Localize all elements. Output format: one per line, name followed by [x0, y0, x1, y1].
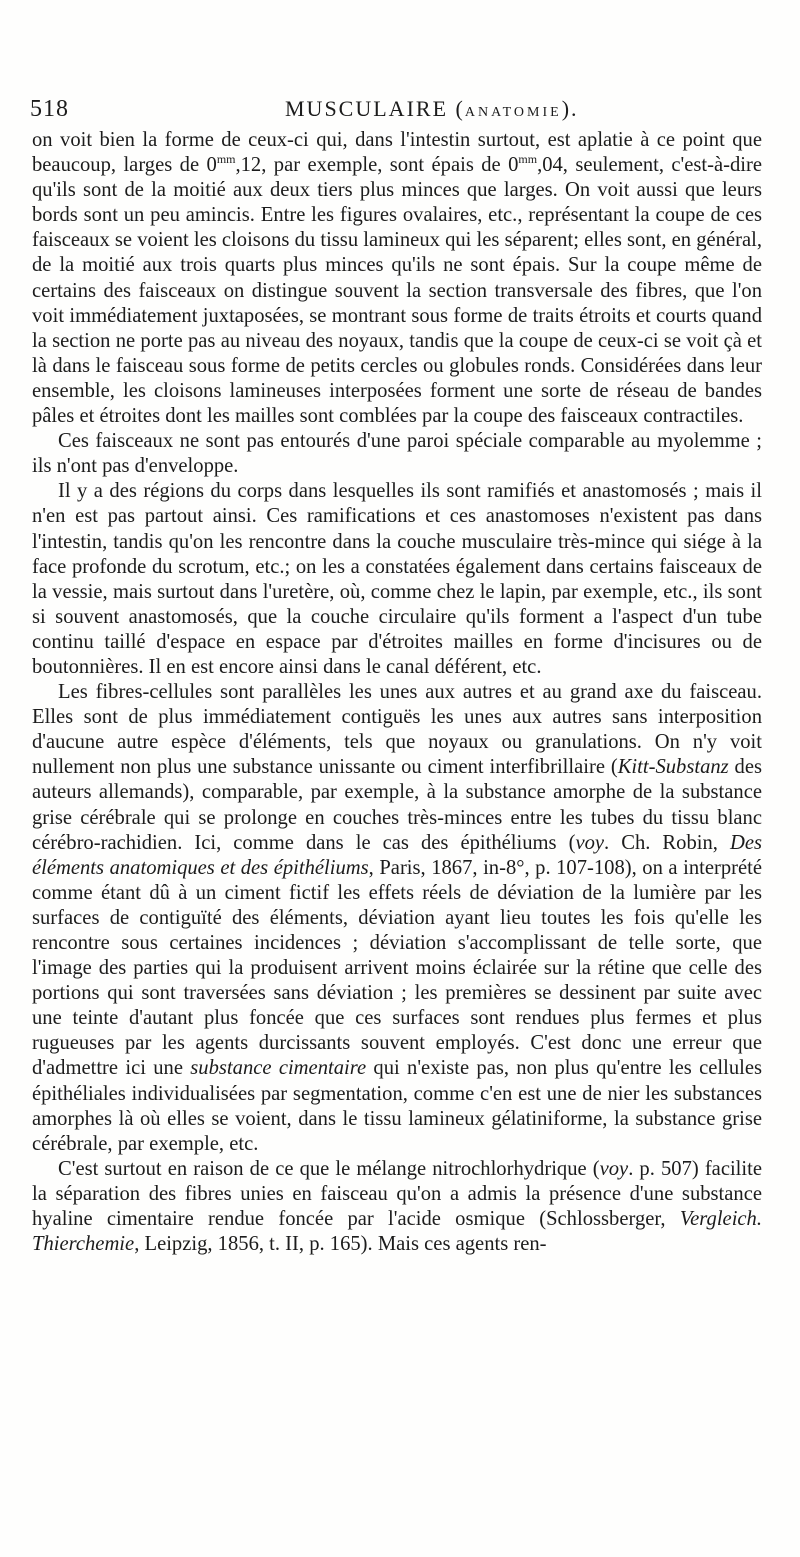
cited-work-title-1: Des éléments anatomiques et des épithéliums [32, 831, 763, 879]
paragraph-4 [32, 680, 762, 1157]
paragraph-1-text-a: on voit bien la forme de ceux-ci qui, dans l'intestin surtout, est aplatie à ce point que beaucoup, larges de 0 [32, 129, 762, 177]
substance-cimentaire-term: substance cimentaire [190, 1057, 367, 1080]
paragraph-1 [32, 128, 762, 429]
cited-work-title-2: Vergleich. Thierchemie [32, 1208, 762, 1256]
unit-mm-1: mm [216, 152, 236, 167]
paragraph-5-text-c: , Leipzig, 1856, t. II, p. 165). Mais ces agents ren- [134, 1233, 547, 1256]
running-head-paren-close: ). [561, 96, 579, 121]
paragraph-4-text-e: qui n'existe pas, non plus qu'entre les cellules épithéliales individualisées par segmentation, comme c'en est une de nier les substances amorphes là où elles se voient, dans le tissu lamineux gélatiniforme, la substance grise cérébrale, par exemple, etc. [32, 1057, 762, 1155]
kitt-substanz-term: Kitt-Substanz [617, 756, 729, 779]
running-head-paren-open: ( [448, 96, 465, 121]
paragraph-4-text-c: . Ch. Robin, [604, 831, 730, 854]
voy-abbrev-1: voy [575, 831, 605, 854]
paragraph-1-text-b: ,12, par exemple, sont épais de 0 [235, 154, 519, 177]
paragraph-4-text-a: Les fibres-cellules sont parallèles les unes aux autres et au grand axe du faisceau. Elles sont de plus immédiatement contiguës les unes aux autres sans interposition d'aucune autre espèce d'éléments, tels que noyaux ou granulations. On n'y voit nullement non plus une substance unissante ou ciment interfibrillaire ( [32, 681, 762, 779]
running-head-title: MUSCULAIRE [285, 96, 449, 121]
page-number: 518 [30, 96, 69, 122]
paragraph-4-text-b: des auteurs allemands), comparable, par exemple, à la substance amorphe de la substance grise cérébrale qui se prolonge en couches très-minces entre les tubes du tissu blanc cérébro-rachidien. Ici, comme dans le cas des épithéliums ( [32, 756, 762, 854]
page-header [30, 96, 770, 124]
voy-abbrev-2: voy [599, 1157, 629, 1180]
unit-mm-2: mm [518, 152, 538, 167]
paragraph-5-text-a: C'est surtout en raison de ce que le mélange nitrochlorhydrique ( [58, 1157, 600, 1180]
body-text [32, 128, 762, 1257]
paragraph-3: Il y a des régions du corps dans lesquelles ils sont ramifiés et anastomosés ; mais il n'en est pas partout ainsi. Ces ramifications et ces anastomoses n'existent pas dans l'intestin, tandis qu'on les rencontre dans la couche musculaire très-mince qui siége à la face profonde du scrotum, etc.; on les a constatées également dans certains faisceaux de la vessie, mais surtout dans l'uretère, où, comme chez le lapin, par exemple, etc., ils sont si souvent anastomosés, que la couche circulaire qu'ils forment a l'aspect d'un tube continu taillé d'espace en espace par d'étroites mailles en forme d'incisures ou de boutonnières. Il en est encore ainsi dans le canal déférent, etc. [32, 480, 762, 678]
paragraph-5 [32, 1157, 762, 1257]
paragraph-1-text-c: ,04, seulement, c'est-à-dire qu'ils sont de la moitié aux deux tiers plus minces que larges. On voit aussi que leurs bords sont un peu amincis. Entre les figures ovalaires, etc., représentant la coupe de ces faisceaux se voient les cloisons du tissu lamineux qui les séparent; elles sont, en général, de la moitié aux trois quarts plus minces qu'ils ne sont épais. Sur la coupe même de certains des faisceaux on distingue souvent la section transversale des fibres, que l'on voit immédiatement juxtaposées, se montrant sous forme de traits étroits et courts quand la section ne porte pas au niveau des noyaux, tandis que la coupe de ceux-ci se voit çà et là dans le faisceau sous forme de petits cercles ou globules ronds. Considérées dans leur ensemble, les cloisons lamineuses interposées forment une sorte de réseau de bandes pâles et étroites dont les mailles sont comblées par la coupe des faisceaux contractiles. [32, 154, 763, 428]
running-head [285, 96, 579, 122]
paragraph-2: Ces faisceaux ne sont pas entourés d'une paroi spéciale comparable au myolemme ; ils n'ont pas d'enveloppe. [32, 430, 762, 478]
running-head-subtitle: ANATOMIE [464, 105, 562, 120]
paragraph-4-text-d: , Paris, 1867, in-8°, p. 107-108), on a interprété comme étant dû à un ciment fictif les effets réels de déviation de la lumière par les surfaces de contiguïté des éléments, déviation ayant lieu toutes les fois qu'elle les rencontre sous certaines incidences ; déviation s'accomplissant de telle sorte, que l'image des parties qui la produisent arrivent moins éclairée sur la rétine que celle des portions qui sont traversées sans déviation ; les premières se dessinent par suite avec une teinte d'autant plus foncée que ces surfaces sont rendues plus fermes et plus rugueuses par les agents durcissants souvent employés. C'est donc une erreur que d'admettre ici une [32, 856, 762, 1080]
paragraph-5-text-b: . p. 507) facilite la séparation des fibres unies en faisceau qu'on a admis la présence d'une substance hyaline cimentaire rendue foncée par l'acide osmique (Schlossberger, [32, 1157, 762, 1231]
